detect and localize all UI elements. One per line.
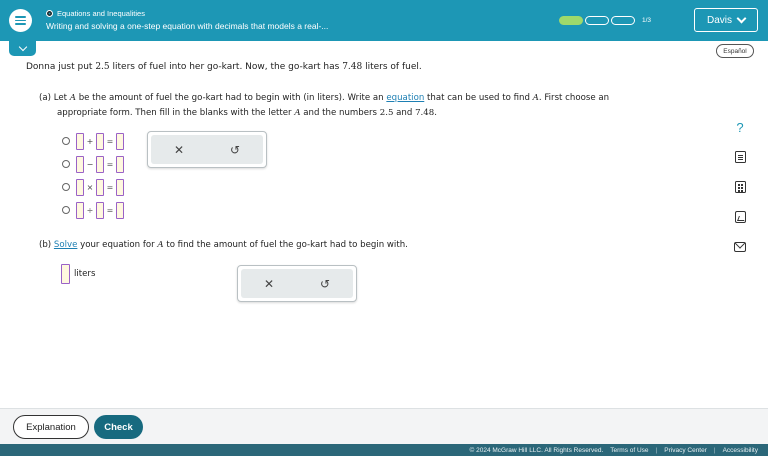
help-icon[interactable]: ? [736,119,744,135]
part-a-instructions [39,91,679,121]
legal-footer [0,444,768,456]
answer-blank[interactable] [96,156,104,173]
explanation-button[interactable]: Explanation [13,415,89,439]
separator: | [713,446,716,454]
answer-blank[interactable] [76,202,84,219]
part-a-text: be the amount of fuel the go-kart had to begin with (in liters). Write an [75,93,387,103]
accessibility-link[interactable]: Accessibility [722,446,758,454]
toolbox-inner [241,269,353,298]
problem-text: liters of fuel. [362,62,422,72]
user-menu-button[interactable] [694,8,758,32]
equals-symbol: = [106,205,114,215]
progress-segment-1 [559,16,583,25]
operator-symbol: × [86,182,94,192]
part-b-label: (b) [39,240,52,250]
chevron-down-icon [737,13,747,23]
answer-blank[interactable] [76,179,84,196]
graph-tool-button[interactable] [731,208,749,226]
problem-text: liters of fuel into her go-kart. Now, the go-kart has [109,62,343,72]
graph-icon [735,211,746,223]
collapse-header-button[interactable] [9,41,36,56]
user-name: Davis [706,14,732,26]
privacy-link[interactable]: Privacy Center [664,446,707,454]
operator-symbol: − [86,159,94,169]
part-b-text: to find the amount of fuel the go-kart had to begin with. [163,240,408,250]
part-a-text: that can be used to find [424,93,533,103]
part-b-answer [61,264,95,284]
part-a-text: appropriate form. Then fill in the blanks with the letter [57,108,295,118]
part-a-text: . [434,108,437,118]
copyright-text: © 2024 McGraw Hill LLC. All Rights Reserved. [469,446,604,454]
check-button[interactable]: Check [94,415,143,439]
answer-blank[interactable] [116,156,124,173]
equals-symbol: = [106,159,114,169]
side-toolbar [731,118,749,268]
progress-segment-2 [585,16,609,25]
hamburger-icon [15,16,26,25]
language-toggle-button[interactable]: Español [716,44,754,58]
solve-link[interactable]: Solve [53,240,78,250]
radio-button[interactable] [62,183,70,191]
answer-blank[interactable] [116,202,124,219]
part-b-instructions [39,240,408,250]
radio-button[interactable] [62,206,70,214]
radio-button[interactable] [62,160,70,168]
menu-button[interactable] [9,9,32,32]
part-a-text: and [393,108,416,118]
answer-blank[interactable] [96,202,104,219]
topic-label: Equations and Inequalities [57,9,145,18]
operator-symbol: + [86,136,94,146]
equation-option-multiplication [62,177,124,197]
part-b-text: your equation for [77,240,158,250]
answer-blank[interactable] [116,179,124,196]
calculator-icon [735,181,746,193]
number-2-5: 2.5 [379,108,394,118]
problem-statement [26,62,422,72]
topic-line [46,9,145,18]
clear-icon[interactable]: ✕ [263,276,275,291]
equation-link[interactable]: equation [386,93,425,103]
variable-a: A [294,108,301,118]
calculator-button[interactable] [731,178,749,196]
variable-a: A [157,240,164,250]
undo-icon[interactable]: ↺ [319,276,331,291]
book-icon [735,151,746,163]
equation-form-options [62,131,124,223]
mail-icon [734,242,746,252]
fuel-total-value: 7.48 [342,62,363,72]
progress-segment-3 [611,16,635,25]
part-a-text: . First choose an [538,93,610,103]
ebook-button[interactable] [731,148,749,166]
progress-label: 1/3 [642,17,652,24]
problem-text: Donna just put [26,62,96,72]
operator-symbol: ÷ [86,205,94,215]
part-a-toolbox [147,131,267,168]
part-a-label: (a) [39,93,51,103]
answer-blank[interactable] [96,179,104,196]
answer-blank[interactable] [96,133,104,150]
equation-option-division [62,200,124,220]
separator: | [655,446,658,454]
part-b-toolbox [237,265,357,302]
equals-symbol: = [106,136,114,146]
radio-button[interactable] [62,137,70,145]
part-a-text: and the numbers [300,108,380,118]
answer-blank[interactable] [116,133,124,150]
equation-option-addition [62,131,124,151]
progress-indicator [559,16,651,25]
fuel-added-value: 2.5 [95,62,110,72]
top-header [0,0,768,41]
chevron-down-icon [18,43,26,51]
variable-a: A [69,93,76,103]
toolbox-inner [151,135,263,164]
message-button[interactable] [731,238,749,256]
number-7-48: 7.48 [415,108,435,118]
undo-icon[interactable]: ↺ [229,142,241,157]
part-a-text: Let [50,93,70,103]
unit-label: liters [74,269,96,279]
answer-blank[interactable] [76,156,84,173]
topic-dot-icon [46,10,53,17]
equation-option-subtraction [62,154,124,174]
assignment-title: Writing and solving a one-step equation with decimals that models a real-... [46,21,329,31]
terms-link[interactable]: Terms of Use [610,446,649,454]
answer-blank[interactable] [61,264,70,284]
part-a-line-2 [39,106,679,121]
clear-icon[interactable]: ✕ [173,142,185,157]
variable-a: A [532,93,539,103]
equals-symbol: = [106,182,114,192]
answer-blank[interactable] [76,133,84,150]
